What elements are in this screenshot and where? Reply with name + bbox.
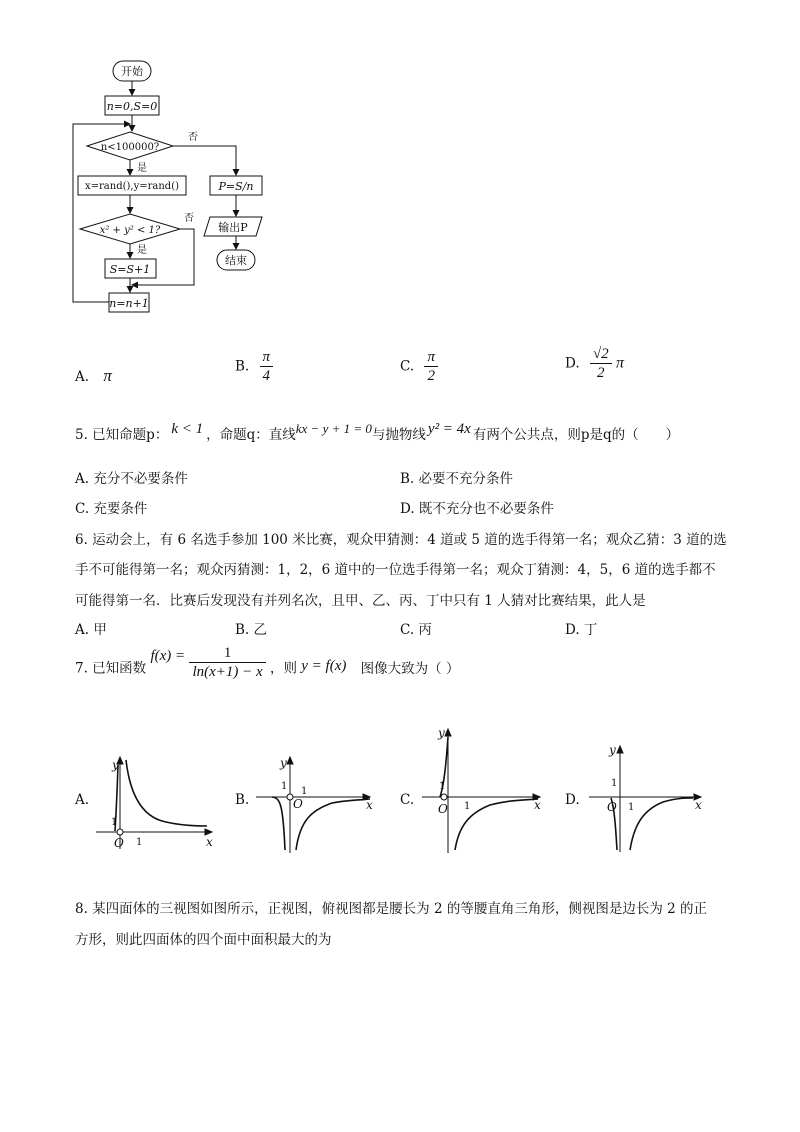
q7-b-x-one-label: 1 [301, 786, 308, 797]
q6-line-2: 手不可能得第一名；观众丙猜测：1，2，6 道中的一位选手得第一名；观众丁猜测：4，5，6 道的选手都不 [75, 562, 716, 578]
init-label: n=0,S=0 [106, 100, 158, 113]
q7-graph-b [252, 745, 392, 860]
q4-option-c-num: π [424, 348, 438, 367]
q6-option-d: D. 丁 [565, 622, 598, 638]
q6-option-c: C. 丙 [400, 622, 432, 638]
q7-graph-c [418, 725, 558, 860]
q4-option-b [235, 348, 273, 385]
q7-a-y-label: y [112, 758, 119, 772]
q6-option-a: A. 甲 [75, 622, 107, 638]
q7-a-x-label: x [206, 835, 213, 849]
q7-graph-c-letter: C. [400, 792, 415, 808]
q7-c-x-one-label: 1 [464, 801, 471, 812]
q7-fx: f(x) = [150, 648, 186, 664]
q7-b-x-label: x [366, 798, 373, 812]
q7-prefix: 7. 已知函数 [75, 660, 147, 677]
q4-option-a [75, 366, 112, 386]
q6-option-b: B. 乙 [235, 622, 268, 638]
q7-stem [75, 645, 460, 685]
q7-graph-b-letter: B. [235, 792, 250, 808]
start-label: 开始 [121, 65, 143, 78]
q7-yfx: y = f(x) [301, 658, 347, 674]
q7-d-origin-label: O [607, 800, 617, 814]
q5-option-b: B. 必要不充分条件 [400, 471, 514, 487]
q4-option-c [400, 348, 438, 385]
flowchart [0, 0, 800, 340]
q7-b-one-label: 1 [281, 781, 288, 792]
q4-option-d-letter: D. [565, 355, 580, 372]
q4-option-d-suffix: π [615, 354, 624, 372]
compute-p-label: P=S/n [218, 180, 254, 193]
q7-d-x-one-label: 1 [628, 802, 635, 813]
q6-line-1: 6. 运动会上，有 6 名选手参加 100 米比赛，观众甲猜测：4 道或 5 道的选手得第一名；观众乙猜：3 道的选 [75, 532, 727, 548]
q7-c-one-label: 1 [439, 781, 446, 792]
q5-part2: ，命题q：直线 [206, 427, 296, 443]
q7-num: 1 [189, 644, 265, 663]
q7-b-origin-label: O [293, 797, 303, 811]
q5-part3: 与抛物线 [371, 427, 426, 443]
rand-label: x=rand(),y=rand() [85, 181, 179, 192]
inc-n-label: n=n+1 [109, 297, 149, 310]
q7-c-x-label: x [534, 798, 541, 812]
q5-option-d: D. 既不充分也不必要条件 [400, 501, 554, 517]
no2-label: 否 [184, 213, 194, 224]
q4-option-c-den: 2 [427, 368, 435, 384]
q4-option-b-den: 4 [262, 368, 271, 384]
cond2-label: x² + y² < 1? [99, 225, 161, 236]
q7-c-origin-label: O [438, 802, 448, 816]
q4-option-d [565, 345, 624, 382]
cond1-label: n<100000? [100, 142, 160, 153]
q7-a-origin-label: O [114, 836, 124, 850]
q5-part4: 有两个公共点，则p是q的（ ） [472, 427, 680, 443]
q7-b-y-label: y [280, 756, 287, 770]
q7-suffix: 图像大致为（ ） [360, 660, 460, 677]
yes1-label: 是 [137, 163, 147, 174]
q5-line: kx − y + 1 = 0 [295, 421, 372, 436]
q6-line-3: 可能得第一名．比赛后发现没有并列名次，且甲、乙、丙、丁中只有 1 人猜对比赛结果，此人是 [75, 593, 646, 609]
end-label: 结束 [225, 254, 247, 267]
q7-graph-d-letter: D. [565, 792, 580, 808]
output-label: 输出P [218, 221, 248, 234]
q7-graph-a-letter: A. [75, 792, 90, 808]
q4-option-a-expr: π [103, 366, 112, 385]
q5-parabola: y² = 4x [427, 421, 471, 437]
q7-graph-a [92, 745, 222, 855]
inc-s-label: S=S+1 [109, 263, 151, 276]
q5-part1: 5. 已知命题p： [75, 427, 169, 443]
q4-option-b-letter: B. [235, 358, 250, 375]
q8-line-2: 方形，则此四面体的四个面中面积最大的为 [75, 932, 332, 948]
q8-line-1: 8. 某四面体的三视图如图所示，正视图，俯视图都是腰长为 2 的等腰直角三角形，侧视图是边长为 2 的正 [75, 901, 708, 917]
q7-d-y-label: y [609, 743, 616, 757]
q7-mid: ，则 [269, 660, 297, 677]
q4-option-d-den: 2 [597, 365, 605, 381]
q4-option-b-num: π [260, 348, 274, 367]
q7-d-one-label: 1 [611, 778, 618, 789]
q7-a-x-one-label: 1 [136, 837, 143, 848]
q5-cond: k < 1 [171, 421, 204, 437]
no1-label: 否 [188, 132, 198, 143]
q7-graph-d [585, 740, 715, 860]
q5-stem [75, 423, 679, 444]
q7-den: ln(x+1) − x [192, 664, 263, 680]
q4-option-a-letter: A. [75, 369, 90, 385]
yes2-label: 是 [137, 245, 147, 256]
q4-option-d-num: √2 [590, 345, 612, 364]
q7-c-y-label: y [438, 726, 445, 740]
q4-option-c-letter: C. [400, 358, 415, 375]
q5-option-c: C. 充要条件 [75, 501, 148, 517]
q5-option-a: A. 充分不必要条件 [75, 471, 188, 487]
q7-a-one-label: 1 [111, 817, 118, 828]
q7-d-x-label: x [695, 798, 702, 812]
